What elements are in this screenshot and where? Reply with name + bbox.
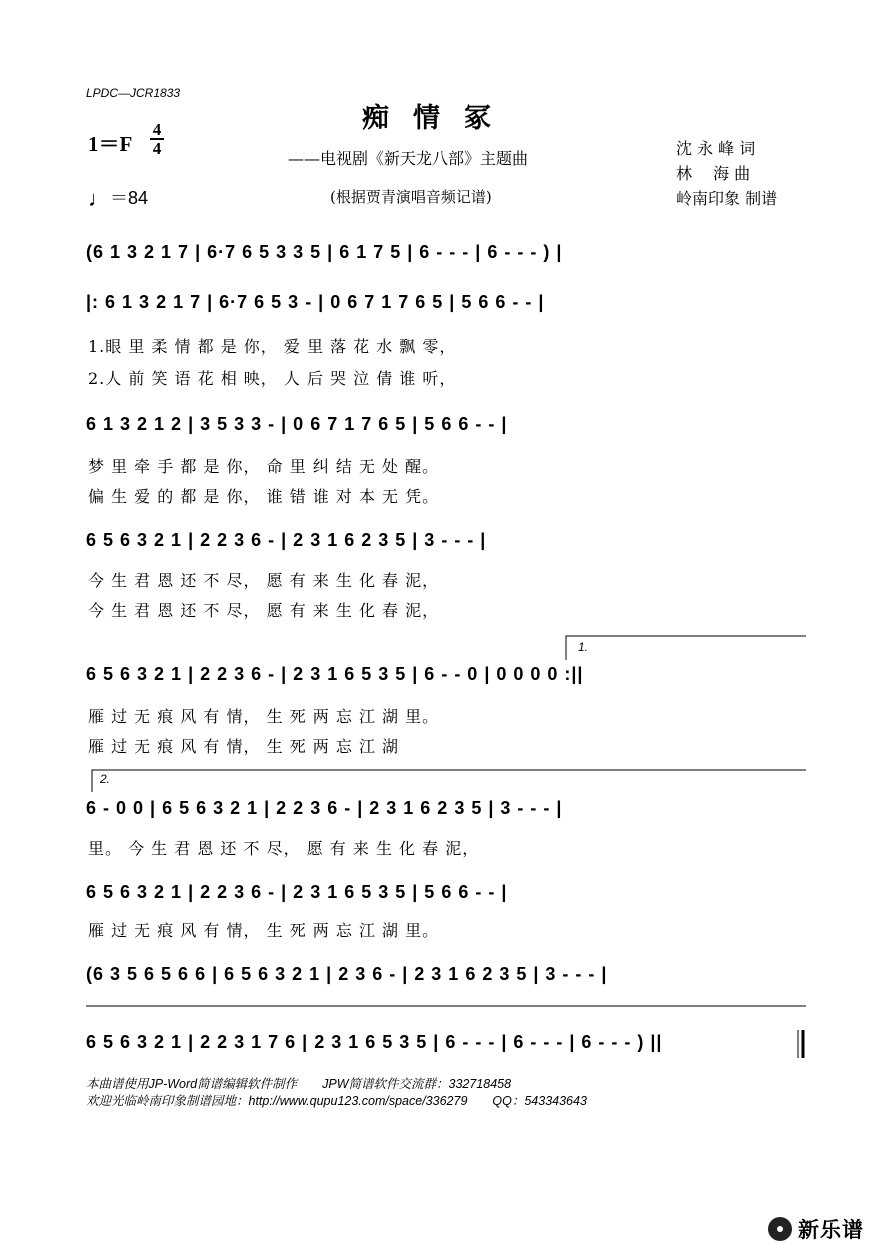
arranger-credit: 岭南印象 制谱 <box>676 189 778 208</box>
footer-line: 欢迎光临岭南印象制谱园地：http://www.qupu123.com/space/336279 QQ：543343643 <box>86 1094 587 1108</box>
quarter-note-icon: ♩ <box>88 186 110 211</box>
song-subtitle: ——电视剧《新天龙八部》主题曲 <box>288 149 529 168</box>
lyric-line: 雁 过 无 痕 风 有 情， 生 死 两 忘 江 湖 里。 <box>88 707 440 726</box>
tempo-value: ＝84 <box>110 188 149 208</box>
staff-line: 6 5 6 3 2 1 | 2 2 3 6 - | 2 3 1 6 5 3 5 | 6 - - 0 | 0 0 0 0 :|| <box>86 664 584 684</box>
lyric-line: 今 生 君 恩 还 不 尽， 愿 有 来 生 化 春 泥， <box>88 571 440 590</box>
key-signature: 1＝F <box>88 132 133 156</box>
staff-line: 6 5 6 3 2 1 | 2 2 3 1 7 6 | 2 3 1 6 5 3 5 | 6 - - - | 6 - - - | 6 - - - ) || <box>86 1032 663 1052</box>
time-signature-top: 4 <box>152 120 162 139</box>
lyric-line: 雁 过 无 痕 风 有 情， 生 死 两 忘 江 湖 里。 <box>88 921 440 940</box>
footer-line: 本曲谱使用JP-Word简谱编辑软件制作 JPW简谱软件交流群：332718458 <box>86 1077 512 1091</box>
lyricist-credit: 沈 永 峰 词 <box>676 139 756 158</box>
staff-line: (6 1 3 2 1 7 | 6·7 6 5 3 3 5 | 6 1 7 5 | 6 - - - | 6 - - - ) | <box>86 242 563 262</box>
song-title: 痴情冢 <box>362 103 515 134</box>
lyric-line: 1.眼 里 柔 情 都 是 你， 爱 里 落 花 水 飘 零， <box>88 337 457 356</box>
brand-name: 新乐谱 <box>798 1218 864 1242</box>
staff-line: |: 6 1 3 2 1 7 | 6·7 6 5 3 - | 0 6 7 1 7 6 5 | 5 6 6 - - | <box>86 292 545 312</box>
composer-credit: 林 海 曲 <box>676 164 751 183</box>
score-code: LPDC—JCR1833 <box>86 86 181 100</box>
staff-line: 6 5 6 3 2 1 | 2 2 3 6 - | 2 3 1 6 5 3 5 | 5 6 6 - - | <box>86 882 508 902</box>
lyric-line: 梦 里 牵 手 都 是 你， 命 里 纠 结 无 处 醒。 <box>88 457 440 476</box>
lyric-line: 今 生 君 恩 还 不 尽， 愿 有 来 生 化 春 泥， <box>88 601 440 620</box>
volta-first-bracket <box>566 636 806 660</box>
source-note: (根据贾青演唱音频记谱) <box>330 188 492 206</box>
lyric-line: 雁 过 无 痕 风 有 情， 生 死 两 忘 江 湖 <box>88 737 400 756</box>
lyric-line: 偏 生 爱 的 都 是 你， 谁 错 谁 对 本 无 凭。 <box>88 487 440 506</box>
volta-second-label: 2. <box>100 772 111 786</box>
lyric-line: 2.人 前 笑 语 花 相 映， 人 后 哭 泣 倩 谁 听， <box>88 369 457 388</box>
volta-second-bracket <box>92 770 806 792</box>
staff-line: 6 5 6 3 2 1 | 2 2 3 6 - | 2 3 1 6 2 3 5 | 3 - - - | <box>86 530 487 550</box>
lyric-line: 里。 今 生 君 恩 还 不 尽， 愿 有 来 生 化 春 泥， <box>88 839 480 858</box>
staff-line: 6 1 3 2 1 2 | 3 5 3 3 - | 0 6 7 1 7 6 5 | 5 6 6 - - | <box>86 414 508 434</box>
staff-line: 6 - 0 0 | 6 5 6 3 2 1 | 2 2 3 6 - | 2 3 1 6 2 3 5 | 3 - - - | <box>86 798 563 818</box>
time-signature-bottom: 4 <box>152 139 162 158</box>
staff-line: (6 3 5 6 5 6 6 | 6 5 6 3 2 1 | 2 3 6 - | 2 3 1 6 2 3 5 | 3 - - - | <box>86 964 608 984</box>
volta-first-label: 1. <box>578 640 589 654</box>
